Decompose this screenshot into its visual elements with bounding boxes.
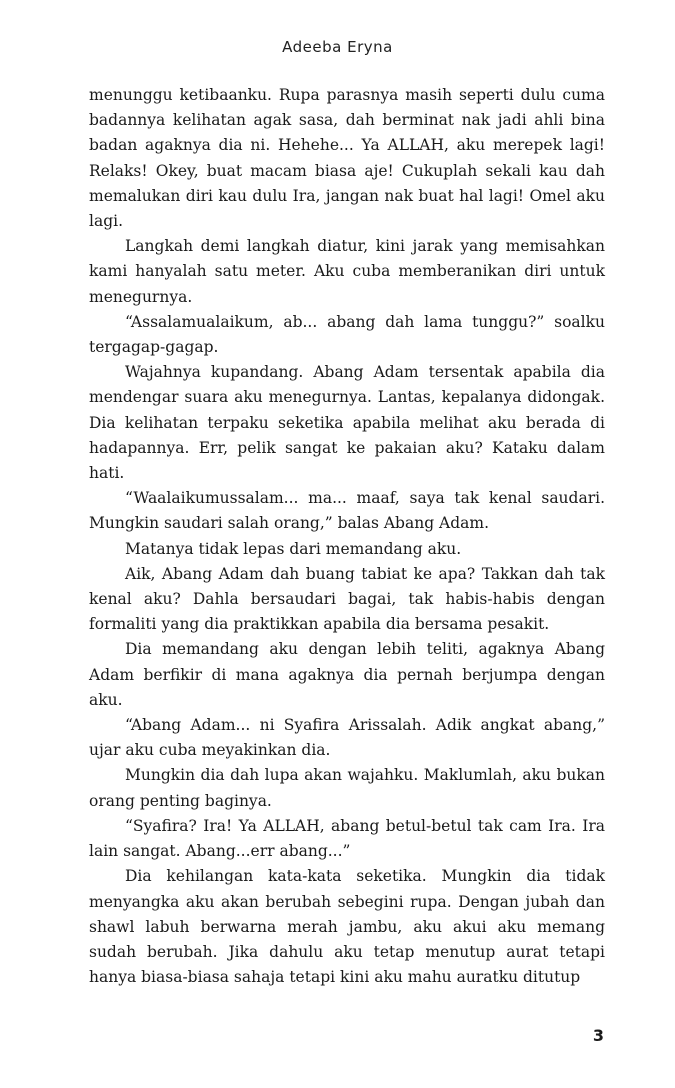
paragraph: “Syafira? Ira! Ya ALLAH, abang betul-betul tak cam Ira. Ira lain sangat. Abang...err abang...” bbox=[89, 816, 605, 861]
paragraph: Wajahnya kupandang. Abang Adam tersentak apabila dia mendengar suara aku menegurnya. Lantas, kepalanya didongak. Dia kelihatan terpaku seketika apabila melihat aku berada di hadapannya. Err, pelik sangat ke pakaian aku? Kataku dalam hati. bbox=[89, 363, 605, 483]
page-number: 3 bbox=[592, 1026, 604, 1045]
paragraph: Aik, Abang Adam dah buang tabiat ke apa? Takkan dah tak kenal aku? Dahla bersaudari bagai, tak habis-habis dengan formaliti yang dia praktikkan apabila dia bersama pesakit. bbox=[89, 564, 605, 634]
paragraph: Mungkin dia dah lupa akan wajahku. Maklumlah, aku bukan orang penting baginya. bbox=[89, 766, 605, 810]
paragraph: Dia memandang aku dengan lebih teliti, agaknya Abang Adam berfikir di mana agaknya dia pernah berjumpa dengan aku. bbox=[89, 640, 605, 709]
paragraph: “Abang Adam... ni Syafira Arissalah. Adik angkat abang,” ujar aku cuba meyakinkan dia. bbox=[89, 716, 605, 760]
running-head-title: Adeeba Eryna bbox=[282, 38, 393, 56]
paragraph: Dia kehilangan kata-kata seketika. Mungkin dia tidak menyangka aku akan berubah sebegini rupa. Dengan jubah dan shawl labuh berwarna merah jambu, aku akui aku memang sudah berubah. Jika dahulu aku tetap menutup aurat tetapi hanya biasa-biasa sahaja tetapi kini aku mahu auratku ditutup bbox=[89, 867, 605, 987]
body-text bbox=[89, 83, 605, 990]
paragraph: Langkah demi langkah diatur, kini jarak yang memisahkan kami hanyalah satu meter. Aku cuba memberanikan diri untuk menegurnya. bbox=[89, 237, 605, 306]
paragraph: Matanya tidak lepas dari memandang aku. bbox=[125, 539, 462, 558]
paragraph: “Waalaikumussalam... ma... maaf, saya tak kenal saudari. Mungkin saudari salah orang,” balas Abang Adam. bbox=[89, 489, 605, 533]
paragraph: menunggu ketibaanku. Rupa parasnya masih seperti dulu cuma badannya kelihatan agak sasa, dah berminat nak jadi ahli bina badan agaknya dia ni. Hehehe... Ya ALLAH, aku merepek lagi! Relaks! Okey, buat macam biasa aje! Cukuplah sekali kau dah memalukan diri kau dulu Ira, jangan nak buat hal lagi! Omel aku lagi. bbox=[89, 86, 605, 231]
paragraph: “Assalamualaikum, ab... abang dah lama tunggu?” soalku tergagap-gagap. bbox=[89, 312, 605, 357]
